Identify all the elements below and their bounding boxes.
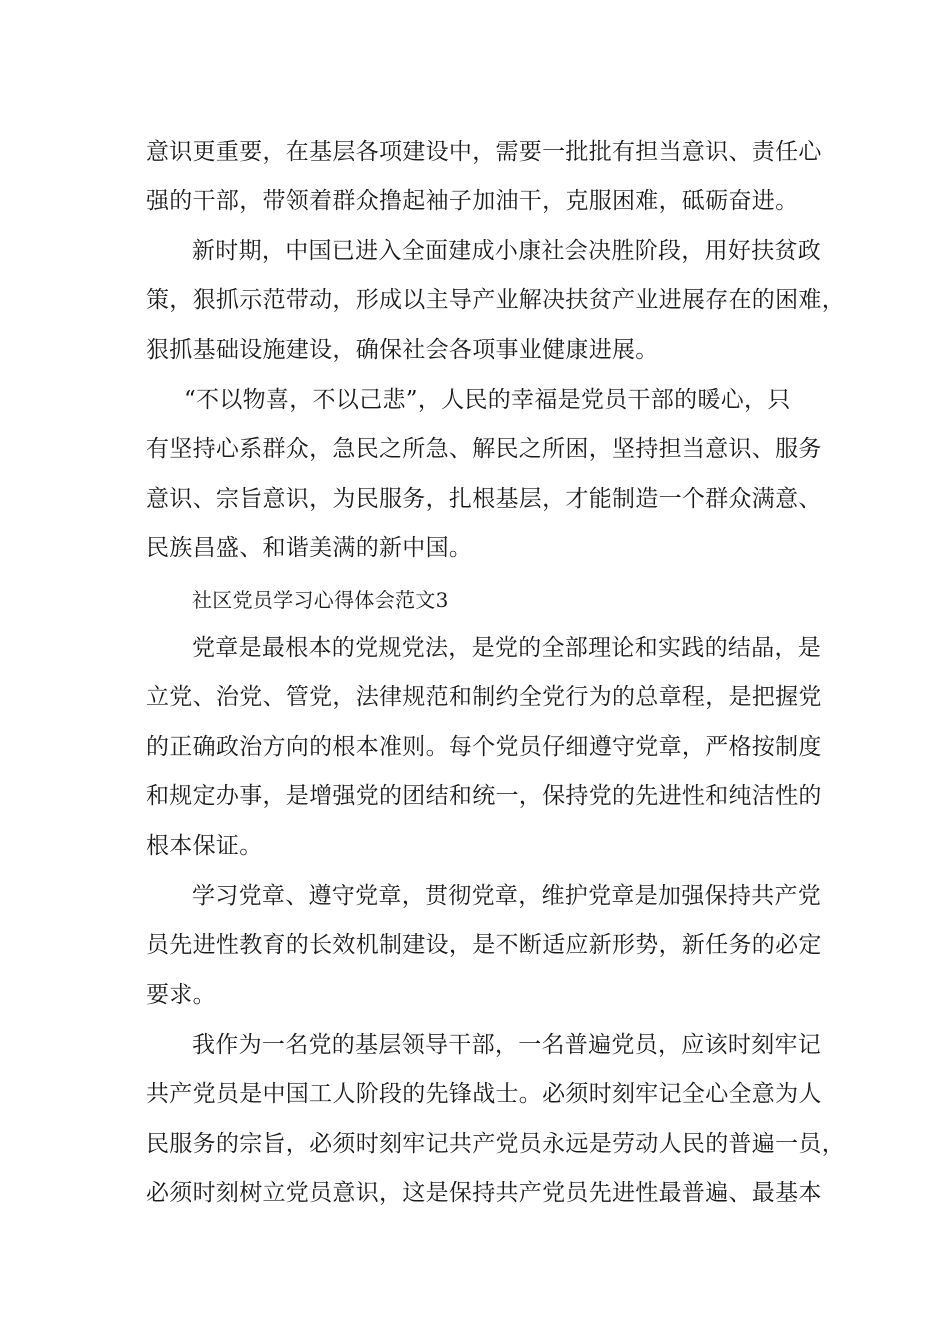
text-line: 民服务的宗旨，必须时刻牢记共产党员永远是劳动人民的普遍一员， [146,1131,845,1157]
paragraph-start-line: 学习党章、遵守党章，贯彻党章，维护党章是加强保持共产党 [192,883,822,909]
text-line: 意识、宗旨意识，为民服务，扎根基层，才能制造一个群众满意、 [146,486,822,512]
text-line: 共产党员是中国工人阶段的先锋战士。必须时刻牢记全心全意为人 [146,1081,822,1107]
text-line: 必须时刻树立党员意识，这是保持共产党员先进性最普遍、最基本 [146,1180,822,1206]
text-line: 的正确政治方向的根本准则。每个党员仔细遵守党章，严格按制度 [146,734,822,760]
text-line: 和规定办事，是增强党的团结和统一，保持党的先进性和纯洁性的 [146,783,822,809]
text-line: 立党、治党、管党，法律规范和制约全党行为的总章程，是把握党 [146,684,822,710]
text-line: 策，狠抓示范带动，形成以主导产业解决扶贫产业进展存在的困难， [146,287,845,313]
paragraph-start-line: 党章是最根本的党规党法，是党的全部理论和实践的结晶，是 [192,635,822,661]
paragraph-start-line: 我作为一名党的基层领导干部，一名普遍党员，应该时刻牢记 [192,1032,822,1058]
text-line: 意识更重要，在基层各项建设中，需要一批批有担当意识、责任心 [146,139,822,165]
text-line: 民族昌盛、和谐美满的新中国。 [146,535,473,561]
text-line: 根本保证。 [146,833,263,859]
text-line: 要求。 [146,982,216,1008]
text-line: 强的干部，带领着群众撸起袖子加油干，克服困难，砥砺奋进。 [146,188,799,214]
text-line: 员先进性教育的长效机制建设，是不断适应新形势，新任务的必定 [146,932,822,958]
text-line: 狠抓基础设施建设，确保社会各项事业健康进展。 [146,337,659,363]
text-line: 有坚持心系群众，急民之所急、解民之所困，坚持担当意识、服务 [146,436,822,462]
paragraph-start-line: “不以物喜，不以己悲”，人民的幸福是党员干部的暖心，只 [184,387,791,413]
section-heading: 社区党员学习心得体会范文3 [192,588,449,612]
paragraph-start-line: 新时期，中国已进入全面建成小康社会决胜阶段，用好扶贫政 [192,238,822,264]
